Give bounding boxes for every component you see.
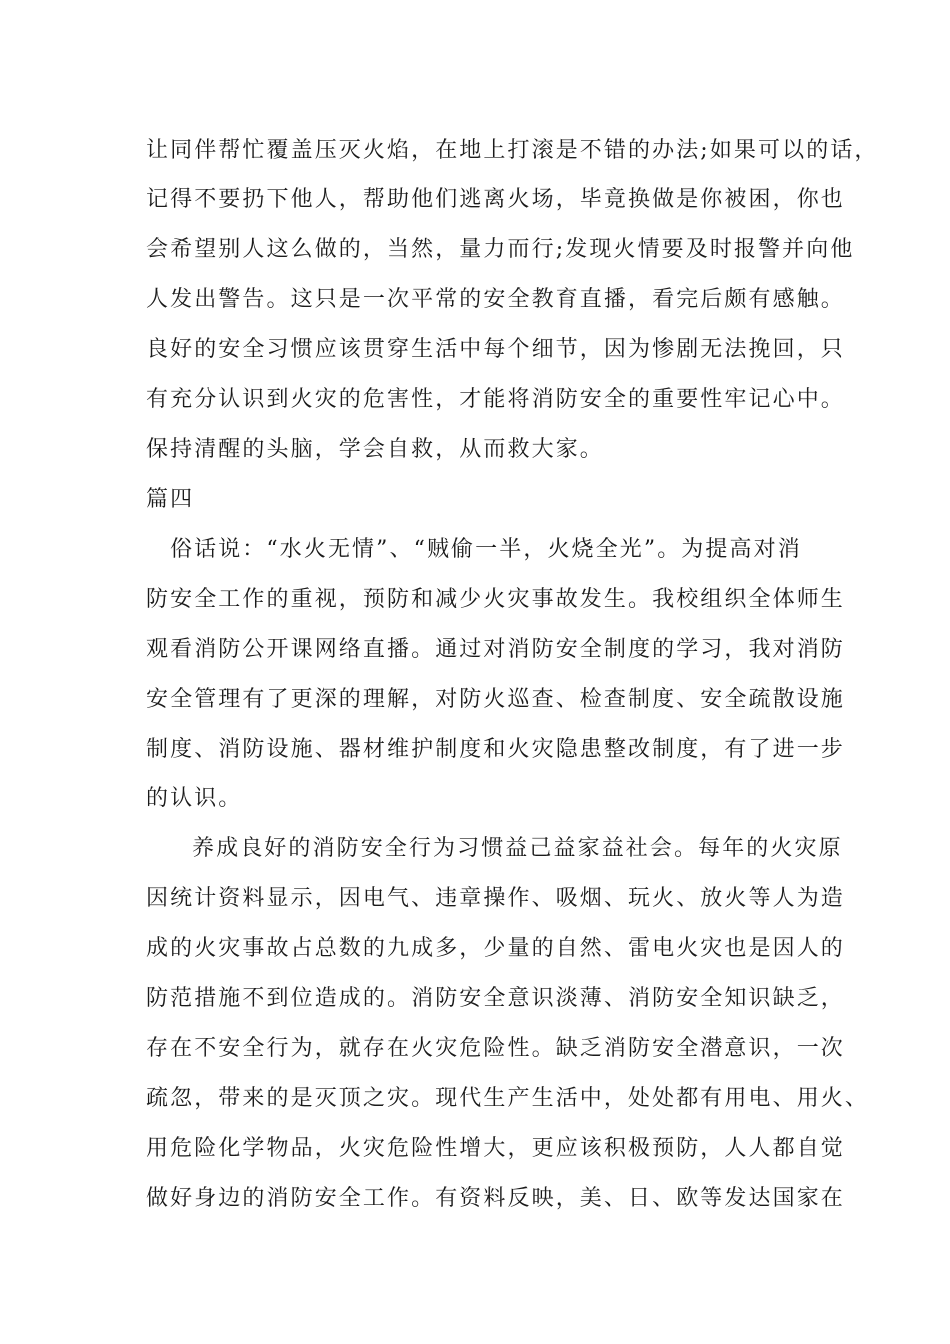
paragraph-line: 会希望别人这么做的，当然，量力而行;发现火情要及时报警并向他 <box>146 237 855 262</box>
paragraph-line: 让同伴帮忙覆盖压灭火焰，在地上打滚是不错的办法;如果可以的话， <box>146 138 879 163</box>
section-heading: 篇四 <box>146 487 195 512</box>
paragraph-line: 的认识。 <box>146 786 243 811</box>
paragraph-line: 制度、消防设施、器材维护制度和火灾隐患整改制度，有了进一步 <box>146 737 845 762</box>
paragraph-line: 保持清醒的头脑，学会自救，从而救大家。 <box>146 437 604 462</box>
paragraph-line: 人发出警告。这只是一次平常的安全教育直播，看完后颇有感触。 <box>146 287 845 312</box>
paragraph-line: 俗话说：“水火无情”、“贼偷一半，火烧全光”。为提高对消 <box>170 537 802 562</box>
paragraph-line: 用危险化学物品，火灾危险性增大，更应该积极预防，人人都自觉 <box>146 1136 845 1161</box>
paragraph-line: 记得不要扔下他人，帮助他们逃离火场，毕竟换做是你被困，你也 <box>146 187 845 212</box>
paragraph-line: 防范措施不到位造成的。消防安全意识淡薄、消防安全知识缺乏， <box>146 986 845 1011</box>
paragraph-line: 良好的安全习惯应该贯穿生活中每个细节，因为惨剧无法挽回，只 <box>146 337 845 362</box>
paragraph-line: 疏忽，带来的是灭顶之灾。现代生产生活中，处处都有用电、用火、 <box>146 1086 870 1111</box>
paragraph-line: 观看消防公开课网络直播。通过对消防安全制度的学习，我对消防 <box>146 637 845 662</box>
paragraph-line: 防安全工作的重视，预防和减少火灾事故发生。我校组织全体师生 <box>146 587 845 612</box>
paragraph-line: 做好身边的消防安全工作。有资料反映，美、日、欧等发达国家在 <box>146 1186 845 1211</box>
paragraph-line: 存在不安全行为，就存在火灾危险性。缺乏消防安全潜意识，一次 <box>146 1036 845 1061</box>
paragraph-line: 安全管理有了更深的理解，对防火巡查、检查制度、安全疏散设施 <box>146 687 845 712</box>
paragraph-line: 有充分认识到火灾的危害性，才能将消防安全的重要性牢记心中。 <box>146 387 845 412</box>
paragraph-line: 养成良好的消防安全行为习惯益己益家益社会。每年的火灾原 <box>192 836 843 861</box>
paragraph-line: 成的火灾事故占总数的九成多，少量的自然、雷电火灾也是因人的 <box>146 936 845 961</box>
paragraph-line: 因统计资料显示，因电气、违章操作、吸烟、玩火、放火等人为造 <box>146 886 845 911</box>
